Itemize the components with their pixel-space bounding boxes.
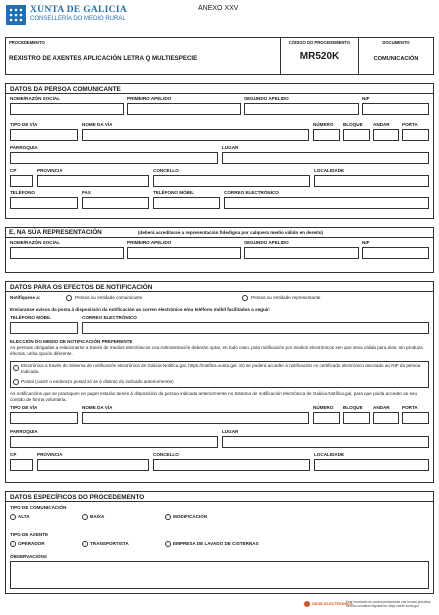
document-value: COMUNICACIÓN	[373, 56, 419, 62]
notify-communicant-label: Persoa ou entidade comunicante	[75, 295, 143, 300]
door-label: PORTA	[402, 122, 418, 127]
phone-field[interactable]	[10, 197, 78, 209]
rep-name-field[interactable]	[10, 247, 124, 259]
notify-representative-radio[interactable]	[242, 295, 248, 301]
province-label: PROVINCIA	[37, 168, 63, 173]
org-name: XUNTA DE GALICIA	[30, 5, 127, 15]
paper-note: As notificacións que se practiquen en papel estarán tamén á disposición da persoa indicada anteriormente no Sistema de notificación electrónica de Galicia-Notifica.gal, para que poida acceder ao seu contido de forma voluntaria.	[10, 391, 418, 403]
door-field[interactable]	[402, 129, 429, 141]
road-type-field[interactable]	[10, 129, 78, 141]
representation-section-title: E, NA SÚA REPRESENTACIÓN	[9, 229, 102, 236]
document-cell	[358, 37, 434, 75]
notif-email-field[interactable]	[82, 322, 429, 334]
block-label: BLOQUE	[343, 122, 363, 127]
comm-type-label: TIPO DE COMUNICACIÓN	[10, 505, 67, 510]
place-field[interactable]	[222, 152, 429, 164]
rep-surname1-label: PRIMEIRO APELIDO	[127, 240, 172, 245]
sede-icon	[304, 601, 310, 607]
number-label: NÚMERO	[313, 122, 334, 127]
surname2-label: SEGUNDO APELIDO	[244, 96, 289, 101]
section-divider	[5, 501, 434, 502]
rep-surname2-label: SEGUNDO APELIDO	[244, 240, 289, 245]
number-field[interactable]	[313, 129, 340, 141]
annex-title: ANEXO XXV	[198, 5, 239, 12]
phone-label: TELÉFONO	[10, 190, 36, 195]
surname1-label: PRIMEIRO APELIDO	[127, 96, 172, 101]
block-field[interactable]	[343, 129, 370, 141]
code-cell	[280, 37, 359, 75]
nif-label: NIF	[362, 96, 370, 101]
notification-section-title: DATOS PARA OS EFECTOS DE NOTIFICACIÓN	[10, 284, 153, 291]
section-divider	[5, 237, 434, 238]
notif-council-field[interactable]	[153, 459, 310, 471]
notif-number-label: NÚMERO	[313, 405, 334, 410]
operator-radio[interactable]	[10, 541, 16, 547]
locality-field[interactable]	[314, 175, 429, 187]
choice-text: As persoas obrigadas a relacionarse a través de medios electrónicos coa Administración deberán optar, en todo caso, pola notificación por medios electrónicos sen que sexa válida para elas, nin produza efectos, unha opción diferente.	[10, 345, 423, 357]
footer-brand: SEDE ELECTRÓNICA	[312, 601, 353, 606]
floor-label: ANDAR	[373, 122, 390, 127]
observations-label: OBSERVACIÓNS	[10, 554, 47, 559]
rep-nif-label: NIF	[362, 240, 370, 245]
section-divider	[5, 291, 434, 292]
notif-cp-label: CP	[10, 452, 17, 457]
locality-label: LOCALIDADE	[314, 168, 345, 173]
notif-province-field[interactable]	[37, 459, 149, 471]
rep-nif-field[interactable]	[362, 247, 429, 259]
notif-road-name-label: NOME DA VÍA	[82, 405, 113, 410]
floor-field[interactable]	[373, 129, 399, 141]
notif-mobile-label: TELÉFONO MÓBIL	[10, 315, 52, 320]
operator-label: OPERADOR	[18, 541, 45, 546]
procedure-data-section-title: DATOS ESPECÍFICOS DO PROCEDEMENTO	[10, 494, 145, 501]
transporter-label: TRANSPORTISTA	[90, 541, 129, 546]
choice-title: ELECCIÓN DO MEDIO DE NOTIFICACIÓN PREFERENTE	[10, 339, 133, 344]
notif-place-label: LUGAR	[222, 429, 239, 434]
road-name-field[interactable]	[82, 129, 309, 141]
council-field[interactable]	[153, 175, 310, 187]
name-field[interactable]	[10, 103, 124, 115]
notif-door-field[interactable]	[402, 412, 429, 424]
representation-note: (deberá acreditarse a representación fidedigna por calquera medio válido en dereito)	[138, 230, 324, 235]
notif-parish-label: PARROQUIA	[10, 429, 38, 434]
notif-road-name-field[interactable]	[82, 412, 309, 424]
cp-label: CP	[10, 168, 17, 173]
document-label: DOCUMENTO	[382, 40, 410, 45]
observations-field[interactable]	[10, 561, 429, 589]
baixa-radio[interactable]	[82, 514, 88, 520]
notif-block-field[interactable]	[343, 412, 370, 424]
modification-radio[interactable]	[165, 514, 171, 520]
notif-floor-label: ANDAR	[373, 405, 390, 410]
tank-washing-radio[interactable]	[165, 541, 171, 547]
procedure-label: PROCEDEMENTO	[9, 40, 45, 45]
rep-name-label: NOME/RAZÓN SOCIAL	[10, 240, 61, 245]
road-name-label: NOME DA VÍA	[82, 122, 113, 127]
notif-council-label: CONCELLO	[153, 452, 179, 457]
section-divider	[5, 93, 434, 94]
notif-cp-field[interactable]	[10, 459, 33, 471]
alta-radio[interactable]	[10, 514, 16, 520]
notif-mobile-field[interactable]	[10, 322, 78, 334]
fax-field[interactable]	[82, 197, 149, 209]
procedure-cell	[5, 37, 281, 75]
mobile-field[interactable]	[153, 197, 220, 209]
rep-surname1-field[interactable]	[127, 247, 241, 259]
notif-road-type-field[interactable]	[10, 412, 78, 424]
postal-notification-radio[interactable]	[13, 379, 19, 385]
dept-name: CONSELLERÍA DO MEDIO RURAL	[30, 16, 126, 22]
mobile-label: TELÉFONO MÓBIL	[153, 190, 195, 195]
notif-locality-label: LOCALIDADE	[314, 452, 345, 457]
cp-field[interactable]	[10, 175, 33, 187]
xunta-logo	[6, 5, 26, 25]
notify-label: Notifíquese a:	[10, 295, 41, 300]
electronic-notification-radio[interactable]	[13, 365, 19, 371]
notif-block-label: BLOQUE	[343, 405, 363, 410]
communicant-section-title: DATOS DA PERSOA COMUNICANTE	[10, 86, 121, 93]
notif-place-field[interactable]	[222, 436, 429, 448]
alta-label: ALTA	[18, 514, 30, 519]
transporter-radio[interactable]	[82, 541, 88, 547]
email-field[interactable]	[224, 197, 429, 209]
province-field[interactable]	[37, 175, 149, 187]
electronic-notification-label: Electrónica a través do Sistema de notificación electrónica de Galicia-Notifica.gal, https://notifica.xunta.gal. Só se poderá acceder á notificación co certificado electrónico asociado ao NIF da persoa indicada.	[21, 363, 421, 375]
agent-type-label: TIPO DE AXENTE	[10, 532, 49, 537]
fax-label: FAX	[82, 190, 91, 195]
baixa-label: BAIXA	[90, 514, 105, 519]
code-label: CÓDIGO DO PROCEDEMENTO	[288, 40, 351, 45]
surname2-field[interactable]	[244, 103, 359, 115]
code-value: MR520K	[299, 51, 340, 62]
footer-note: Este formulario só poderá presentarse nas formas previstas na súa normativa reguladora. https://sede.xunta.gal	[346, 600, 431, 608]
email-label: CORREO ELECTRÓNICO	[224, 190, 279, 195]
notify-communicant-radio[interactable]	[66, 295, 72, 301]
road-type-label: TIPO DE VÍA	[10, 122, 38, 127]
parish-label: PARROQUIA	[10, 145, 38, 150]
notif-email-label: CORREO ELECTRÓNICO	[82, 315, 137, 320]
notif-road-type-label: TIPO DE VÍA	[10, 405, 38, 410]
notif-parish-field[interactable]	[10, 436, 218, 448]
name-label: NOME/RAZÓN SOCIAL	[10, 96, 61, 101]
notice-intro: Enviaranse avisos da posta á disposición da notificación ao correo electrónico e/ou teléfono móbil facilitados a seguir:	[10, 307, 271, 312]
nif-field[interactable]	[362, 103, 429, 115]
modification-label: MODIFICACIÓN	[173, 514, 208, 519]
notif-number-field[interactable]	[313, 412, 340, 424]
parish-field[interactable]	[10, 152, 218, 164]
tank-washing-label: EMPRESA DE LAVADO DE CISTERNAS	[173, 541, 259, 546]
rep-surname2-field[interactable]	[244, 247, 359, 259]
surname1-field[interactable]	[127, 103, 241, 115]
notif-locality-field[interactable]	[314, 459, 429, 471]
notif-floor-field[interactable]	[373, 412, 399, 424]
procedure-value: REXISTRO DE AXENTES APLICACIÓN LETRA Q MULTIESPECIE	[9, 55, 198, 62]
place-label: LUGAR	[222, 145, 239, 150]
notif-province-label: PROVINCIA	[37, 452, 63, 457]
notif-door-label: PORTA	[402, 405, 418, 410]
postal-notification-label: Postal (cubrir o enderezo postal só se é distinto do indicado anteriormente)	[21, 379, 174, 384]
notify-representative-label: Persoa ou entidade representante	[251, 295, 321, 300]
council-label: CONCELLO	[153, 168, 179, 173]
